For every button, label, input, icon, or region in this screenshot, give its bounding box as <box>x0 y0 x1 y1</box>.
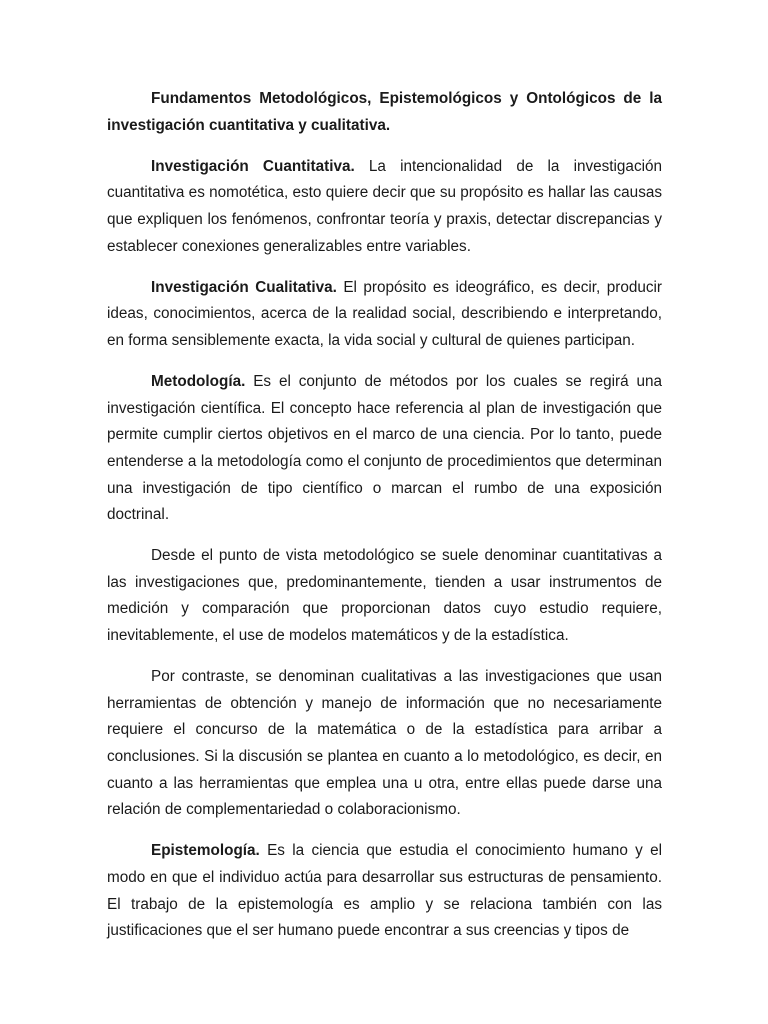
paragraph-text: Desde el punto de vista metodológico se suele denominar cuantitativas a las investigaciones que, predominantemente, tienden a usar instrumentos de medición y comparación que proporcionan datos cuyo estudio requiere, inevitablemente, el use de modelos matemáticos y de la estadística. <box>107 547 662 645</box>
paragraph-term: Investigación Cuantitativa. <box>151 157 355 175</box>
paragraph-text: El propósito es ideográfico, es decir, producir ideas, conocimientos, acerca de la realidad social, describiendo e interpretando, en forma sensiblemente exacta, la vida social y cultural de quienes participan. <box>107 278 662 349</box>
paragraph-investigacion-cuantitativa <box>107 154 662 260</box>
paragraph-term: Metodología. <box>151 373 246 391</box>
document-title: Fundamentos Metodológicos, Epistemológicos y Ontológicos de la investigación cuantitativa y cualitativa. <box>107 90 662 134</box>
paragraph-cualitativas <box>107 664 662 824</box>
paragraph-epistemologia <box>107 838 662 944</box>
paragraph-term: Investigación Cualitativa. <box>151 278 337 296</box>
document-page <box>107 86 662 959</box>
paragraph-text: La intencionalidad de la investigación cuantitativa es nomotética, esto quiere decir que su propósito es hallar las causas que expliquen los fenómenos, confrontar teoría y praxis, detectar discrepancias y establecer conexiones generalizables entre variables. <box>107 157 663 255</box>
paragraph-text: Es la ciencia que estudia el conocimiento humano y el modo en que el individuo actúa para desarrollar sus estructuras de pensamiento. El trabajo de la epistemología es amplio y se relaciona también con las justificaciones que el ser humano puede encontrar a sus creencias y tipos de <box>107 842 662 940</box>
paragraph-cuantitativas <box>107 543 662 649</box>
paragraph-investigacion-cualitativa <box>107 275 662 355</box>
paragraph-text: Es el conjunto de métodos por los cuales se regirá una investigación científica. El concepto hace referencia al plan de investigación que permite cumplir ciertos objetivos en el marco de una ciencia. Por lo tanto, puede entenderse a la metodología como el conjunto de procedimientos que determinan una investigación de tipo científico o marcan el rumbo de una exposición doctrinal. <box>107 373 662 524</box>
paragraph-term: Epistemología. <box>151 842 260 860</box>
paragraph-text: Por contraste, se denominan cualitativas a las investigaciones que usan herramientas de obtención y manejo de información que no necesariamente requiere el concurso de la matemática o de la estadística para arribar a conclusiones. Si la discusión se plantea en cuanto a lo metodológico, es decir, en cuanto a las herramientas que emplea una u otra, entre ellas puede darse una relación de complementariedad o colaboracionismo. <box>107 668 662 819</box>
paragraph-metodologia <box>107 369 662 529</box>
